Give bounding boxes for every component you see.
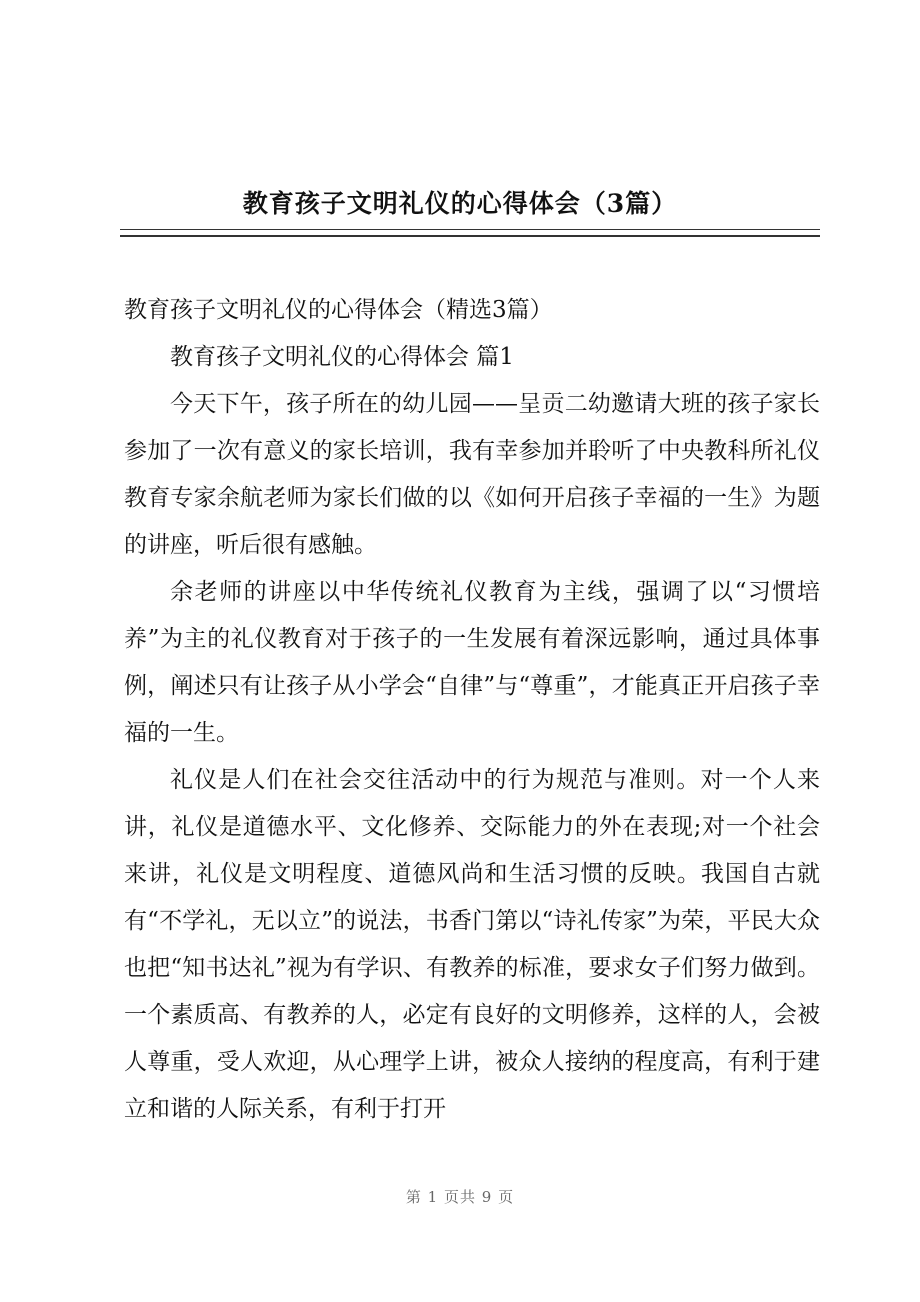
document-title: 教育孩子文明礼仪的心得体会（3篇） [242, 189, 678, 218]
page-footer: 第 1 页共 9 页 [405, 1188, 515, 1206]
paragraph: 礼仪是人们在社会交往活动中的行为规范与准则。对一个人来讲，礼仪是道德水平、文化修养、交际能力的外在表现;对一个社会来讲，礼仪是文明程度、道德风尚和生活习惯的反映。我国自古就有“不学礼，无以立”的说法，书香门第以“诗礼传家”为荣，平民大众也把“知书达礼”视为有学识、有教养的标准，要求女子们努力做到。一个素质高、有教养的人，必定有良好的文明修养，这样的人，会被人尊重，受人欢迎，从心理学上讲，被众人接纳的程度高，有利于建立和谐的人际关系，有利于打开 [124, 767, 820, 1122]
paragraph: 今天下午，孩子所在的幼儿园——呈贡二幼邀请大班的孩子家长参加了一次有意义的家长培训，我有幸参加并聆听了中央教科所礼仪教育专家余航老师为家长们做的以《如何开启孩子幸福的一生》为题的讲座，听后很有感触。 [124, 391, 820, 558]
section-heading: 教育孩子文明礼仪的心得体会 篇1 [170, 344, 514, 370]
paragraph: 余老师的讲座以中华传统礼仪教育为主线，强调了以“习惯培养”为主的礼仪教育对于孩子的一生发展有着深远影响，通过具体事例，阐述只有让孩子从小学会“自律”与“尊重”，才能真正开启孩子幸福的一生。 [124, 579, 820, 746]
document-body [124, 287, 820, 1133]
title-double-rule [120, 229, 820, 237]
document-subtitle: 教育孩子文明礼仪的心得体会（精选3篇） [124, 297, 553, 323]
